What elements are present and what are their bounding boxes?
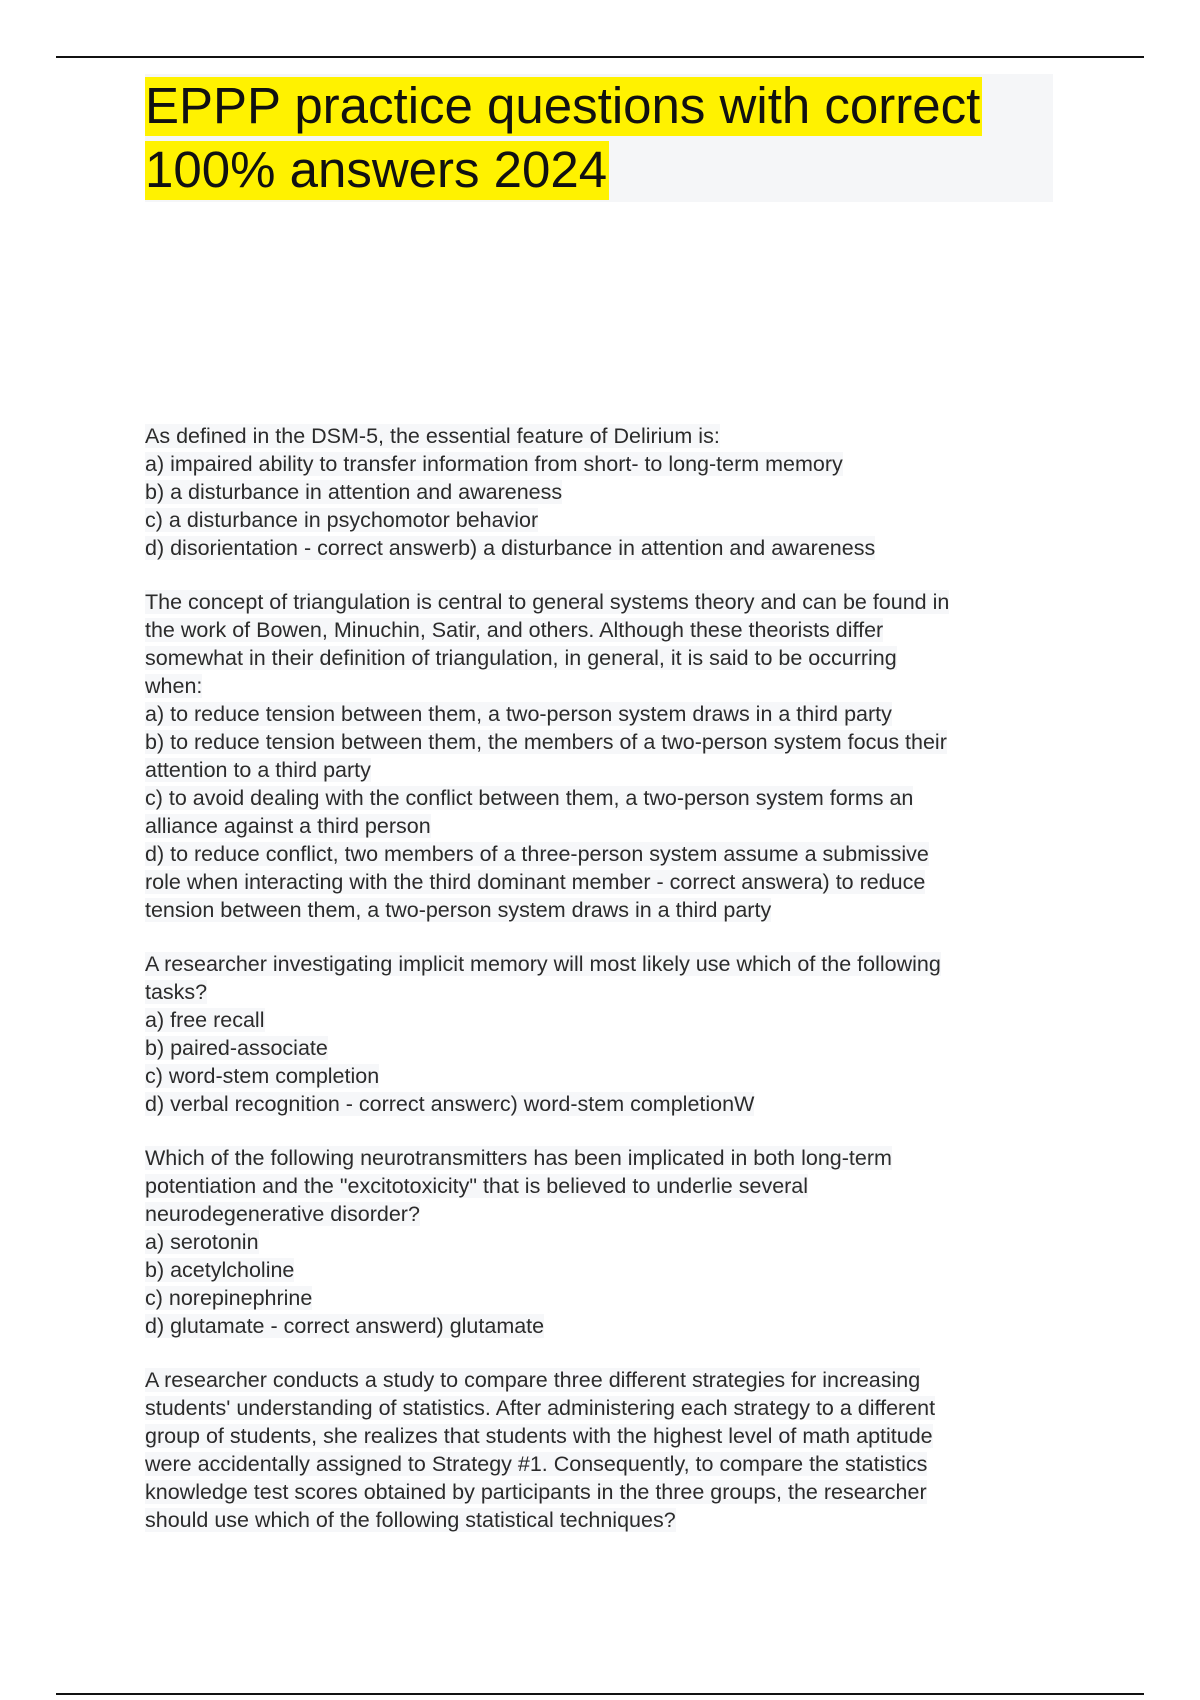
answer-option-with-correct-answer: d) verbal recognition - correct answerc) word-stem completionW <box>145 1092 755 1116</box>
answer-option: a) to reduce tension between them, a two-person system draws in a third party <box>145 702 892 726</box>
answer-option: c) a disturbance in psychomotor behavior <box>145 508 539 532</box>
answer-option: attention to a third party <box>145 758 371 782</box>
question-block <box>145 422 1065 562</box>
question-text: students' understanding of statistics. After administering each strategy to a different <box>145 1396 936 1420</box>
page-title <box>145 74 1053 202</box>
question-text: tasks? <box>145 980 208 1004</box>
answer-option: a) impaired ability to transfer information from short- to long-term memory <box>145 452 843 476</box>
answer-option: b) acetylcholine <box>145 1258 295 1282</box>
title-line: 100% answers 2024 <box>145 141 608 198</box>
question-text: Which of the following neurotransmitters has been implicated in both long-term <box>145 1146 892 1170</box>
answer-option: b) to reduce tension between them, the members of a two-person system focus their <box>145 730 947 754</box>
question-block <box>145 1144 1065 1340</box>
answer-option: b) a disturbance in attention and awareness <box>145 480 563 504</box>
answer-option: d) to reduce conflict, two members of a three-person system assume a submissive <box>145 842 929 866</box>
question-text: As defined in the DSM-5, the essential feature of Delirium is: <box>145 424 720 448</box>
answer-option-with-correct-answer: d) glutamate - correct answerd) glutamate <box>145 1314 545 1338</box>
question-text: somewhat in their definition of triangulation, in general, it is said to be occurring <box>145 646 897 670</box>
bottom-divider <box>56 1693 1144 1695</box>
answer-option: c) word-stem completion <box>145 1064 380 1088</box>
question-block <box>145 588 1065 924</box>
answer-option: a) free recall <box>145 1008 265 1032</box>
correct-answer: tension between them, a two-person system draws in a third party <box>145 898 772 922</box>
title-block <box>145 74 1053 202</box>
question-block <box>145 1366 1065 1534</box>
title-line: EPPP practice questions with correct <box>145 77 981 134</box>
question-text: The concept of triangulation is central to general systems theory and can be found in <box>145 590 950 614</box>
answer-option-with-correct-answer: role when interacting with the third dominant member - correct answera) to reduce <box>145 870 926 894</box>
question-block <box>145 950 1065 1118</box>
question-text: A researcher investigating implicit memory will most likely use which of the following <box>145 952 941 976</box>
answer-option: c) norepinephrine <box>145 1286 313 1310</box>
answer-option: b) paired-associate <box>145 1036 328 1060</box>
top-divider <box>56 56 1144 58</box>
answer-option: alliance against a third person <box>145 814 431 838</box>
question-text: group of students, she realizes that students with the highest level of math aptitude <box>145 1424 933 1448</box>
answer-option: a) serotonin <box>145 1230 259 1254</box>
question-text: when: <box>145 674 203 698</box>
answer-option-with-correct-answer: d) disorientation - correct answerb) a disturbance in attention and awareness <box>145 536 876 560</box>
question-text: were accidentally assigned to Strategy #1. Consequently, to compare the statistics <box>145 1452 928 1476</box>
answer-option: c) to avoid dealing with the conflict between them, a two-person system forms an <box>145 786 914 810</box>
question-text: should use which of the following statistical techniques? <box>145 1508 676 1532</box>
question-text: knowledge test scores obtained by participants in the three groups, the researcher <box>145 1480 927 1504</box>
question-text: the work of Bowen, Minuchin, Satir, and others. Although these theorists differ <box>145 618 884 642</box>
question-text: neurodegenerative disorder? <box>145 1202 420 1226</box>
document-body <box>145 422 1065 1560</box>
question-text: potentiation and the "excitotoxicity" that is believed to underlie several <box>145 1174 809 1198</box>
question-text: A researcher conducts a study to compare three different strategies for increasing <box>145 1368 921 1392</box>
